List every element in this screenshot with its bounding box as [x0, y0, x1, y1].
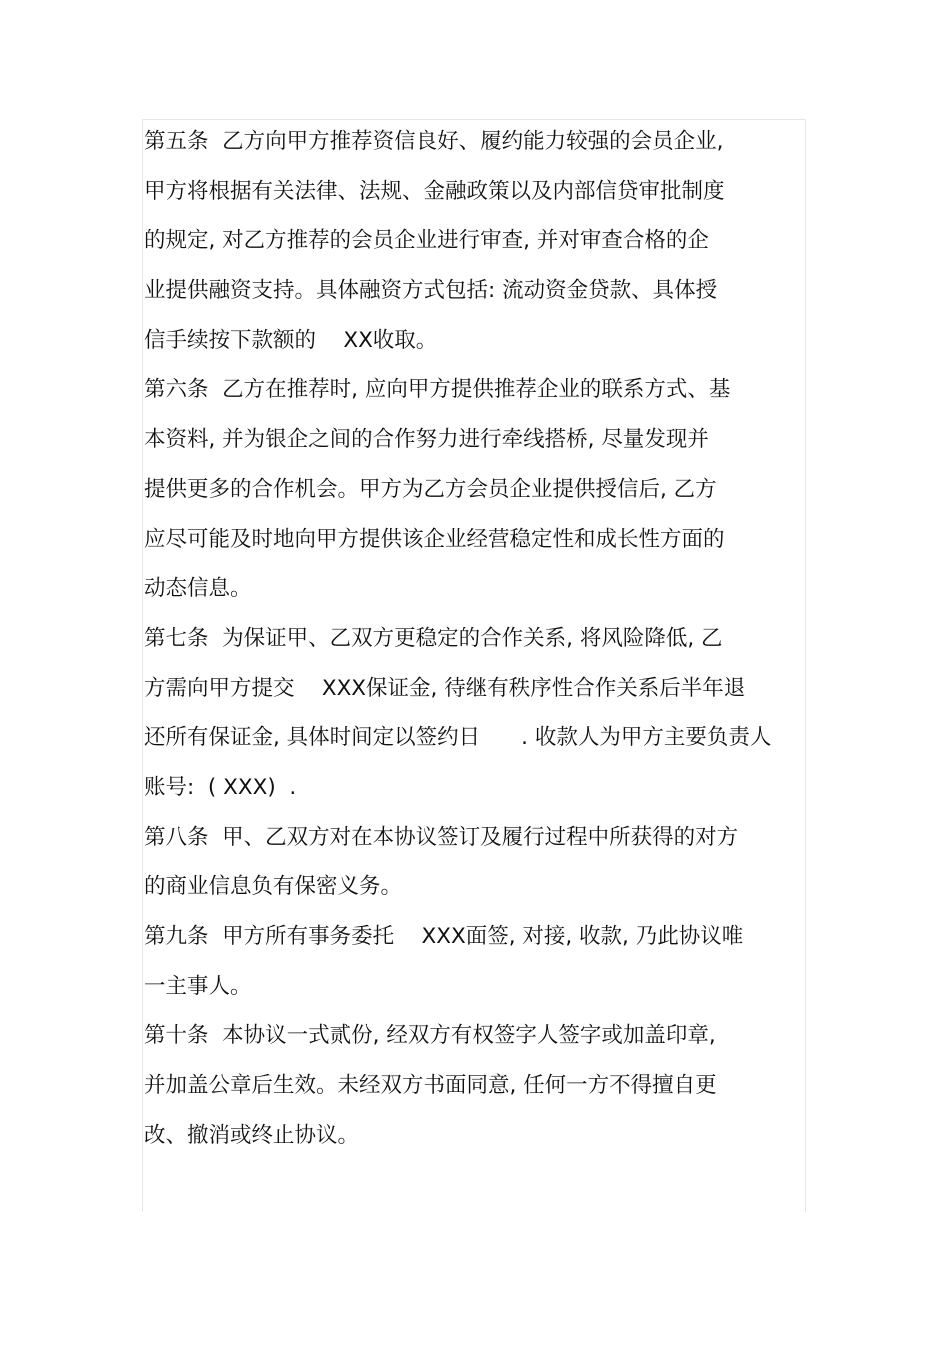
article-5-line-3: 的规定, 对乙方推荐的会员企业进行审查, 并对审查合格的企 — [144, 228, 709, 254]
article-8-line-1: 第八条 甲、乙双方对在本协议签订及履行过程中所获得的对方 — [144, 824, 739, 850]
article-6-line-1: 第六条 乙方在推荐时, 应向甲方提供推荐企业的联系方式、基 — [144, 377, 731, 403]
article-7-line-4: 账号: ( XXX) . — [144, 774, 297, 800]
article-7-line-3: 还所有保证金, 具体时间定以签约日 . 收款人为甲方主要负责人 — [144, 725, 772, 751]
article-6-line-3: 提供更多的合作机会。甲方为乙方会员企业提供授信后, 乙方 — [144, 476, 717, 502]
article-5-line-5: 信手续按下款额的 XX收取。 — [144, 327, 438, 353]
article-6-line-5: 动态信息。 — [144, 576, 252, 602]
article-5-line-4: 业提供融资支持。具体融资方式包括: 流动资金贷款、具体授 — [144, 278, 718, 304]
article-10-line-3: 改、撤消或终止协议。 — [144, 1122, 360, 1148]
article-7-line-2: 方需向甲方提交 XXX保证金, 待继有秩序性合作关系后半年退 — [144, 675, 746, 701]
article-10-line-2: 并加盖公章后生效。未经双方书面同意, 任何一方不得擅自更 — [144, 1073, 717, 1099]
article-6-line-4: 应尽可能及时地向甲方提供该企业经营稳定性和成长性方面的 — [144, 526, 725, 552]
article-7-line-1: 第七条 为保证甲、乙双方更稳定的合作关系, 将风险降低, 乙 — [144, 625, 723, 651]
document-body — [144, 117, 804, 1160]
article-9-line-1: 第九条 甲方所有事务委托 XXX面签, 对接, 收款, 乃此协议唯 — [144, 924, 744, 949]
article-9-line-2: 一主事人。 — [144, 973, 252, 999]
article-8-line-2: 的商业信息负有保密义务。 — [144, 874, 403, 900]
article-6-line-2: 本资料, 并为银企之间的合作努力进行牵线搭桥, 尽量发现并 — [144, 427, 709, 453]
article-5-line-1: 第五条 乙方向甲方推荐资信良好、履约能力较强的会员企业, — [144, 129, 724, 154]
article-10-line-1: 第十条 本协议一式贰份, 经双方有权签字人签字或加盖印章, — [144, 1023, 716, 1049]
article-5-line-2: 甲方将根据有关法律、法规、金融政策以及内部信贷审批制度 — [144, 178, 725, 204]
